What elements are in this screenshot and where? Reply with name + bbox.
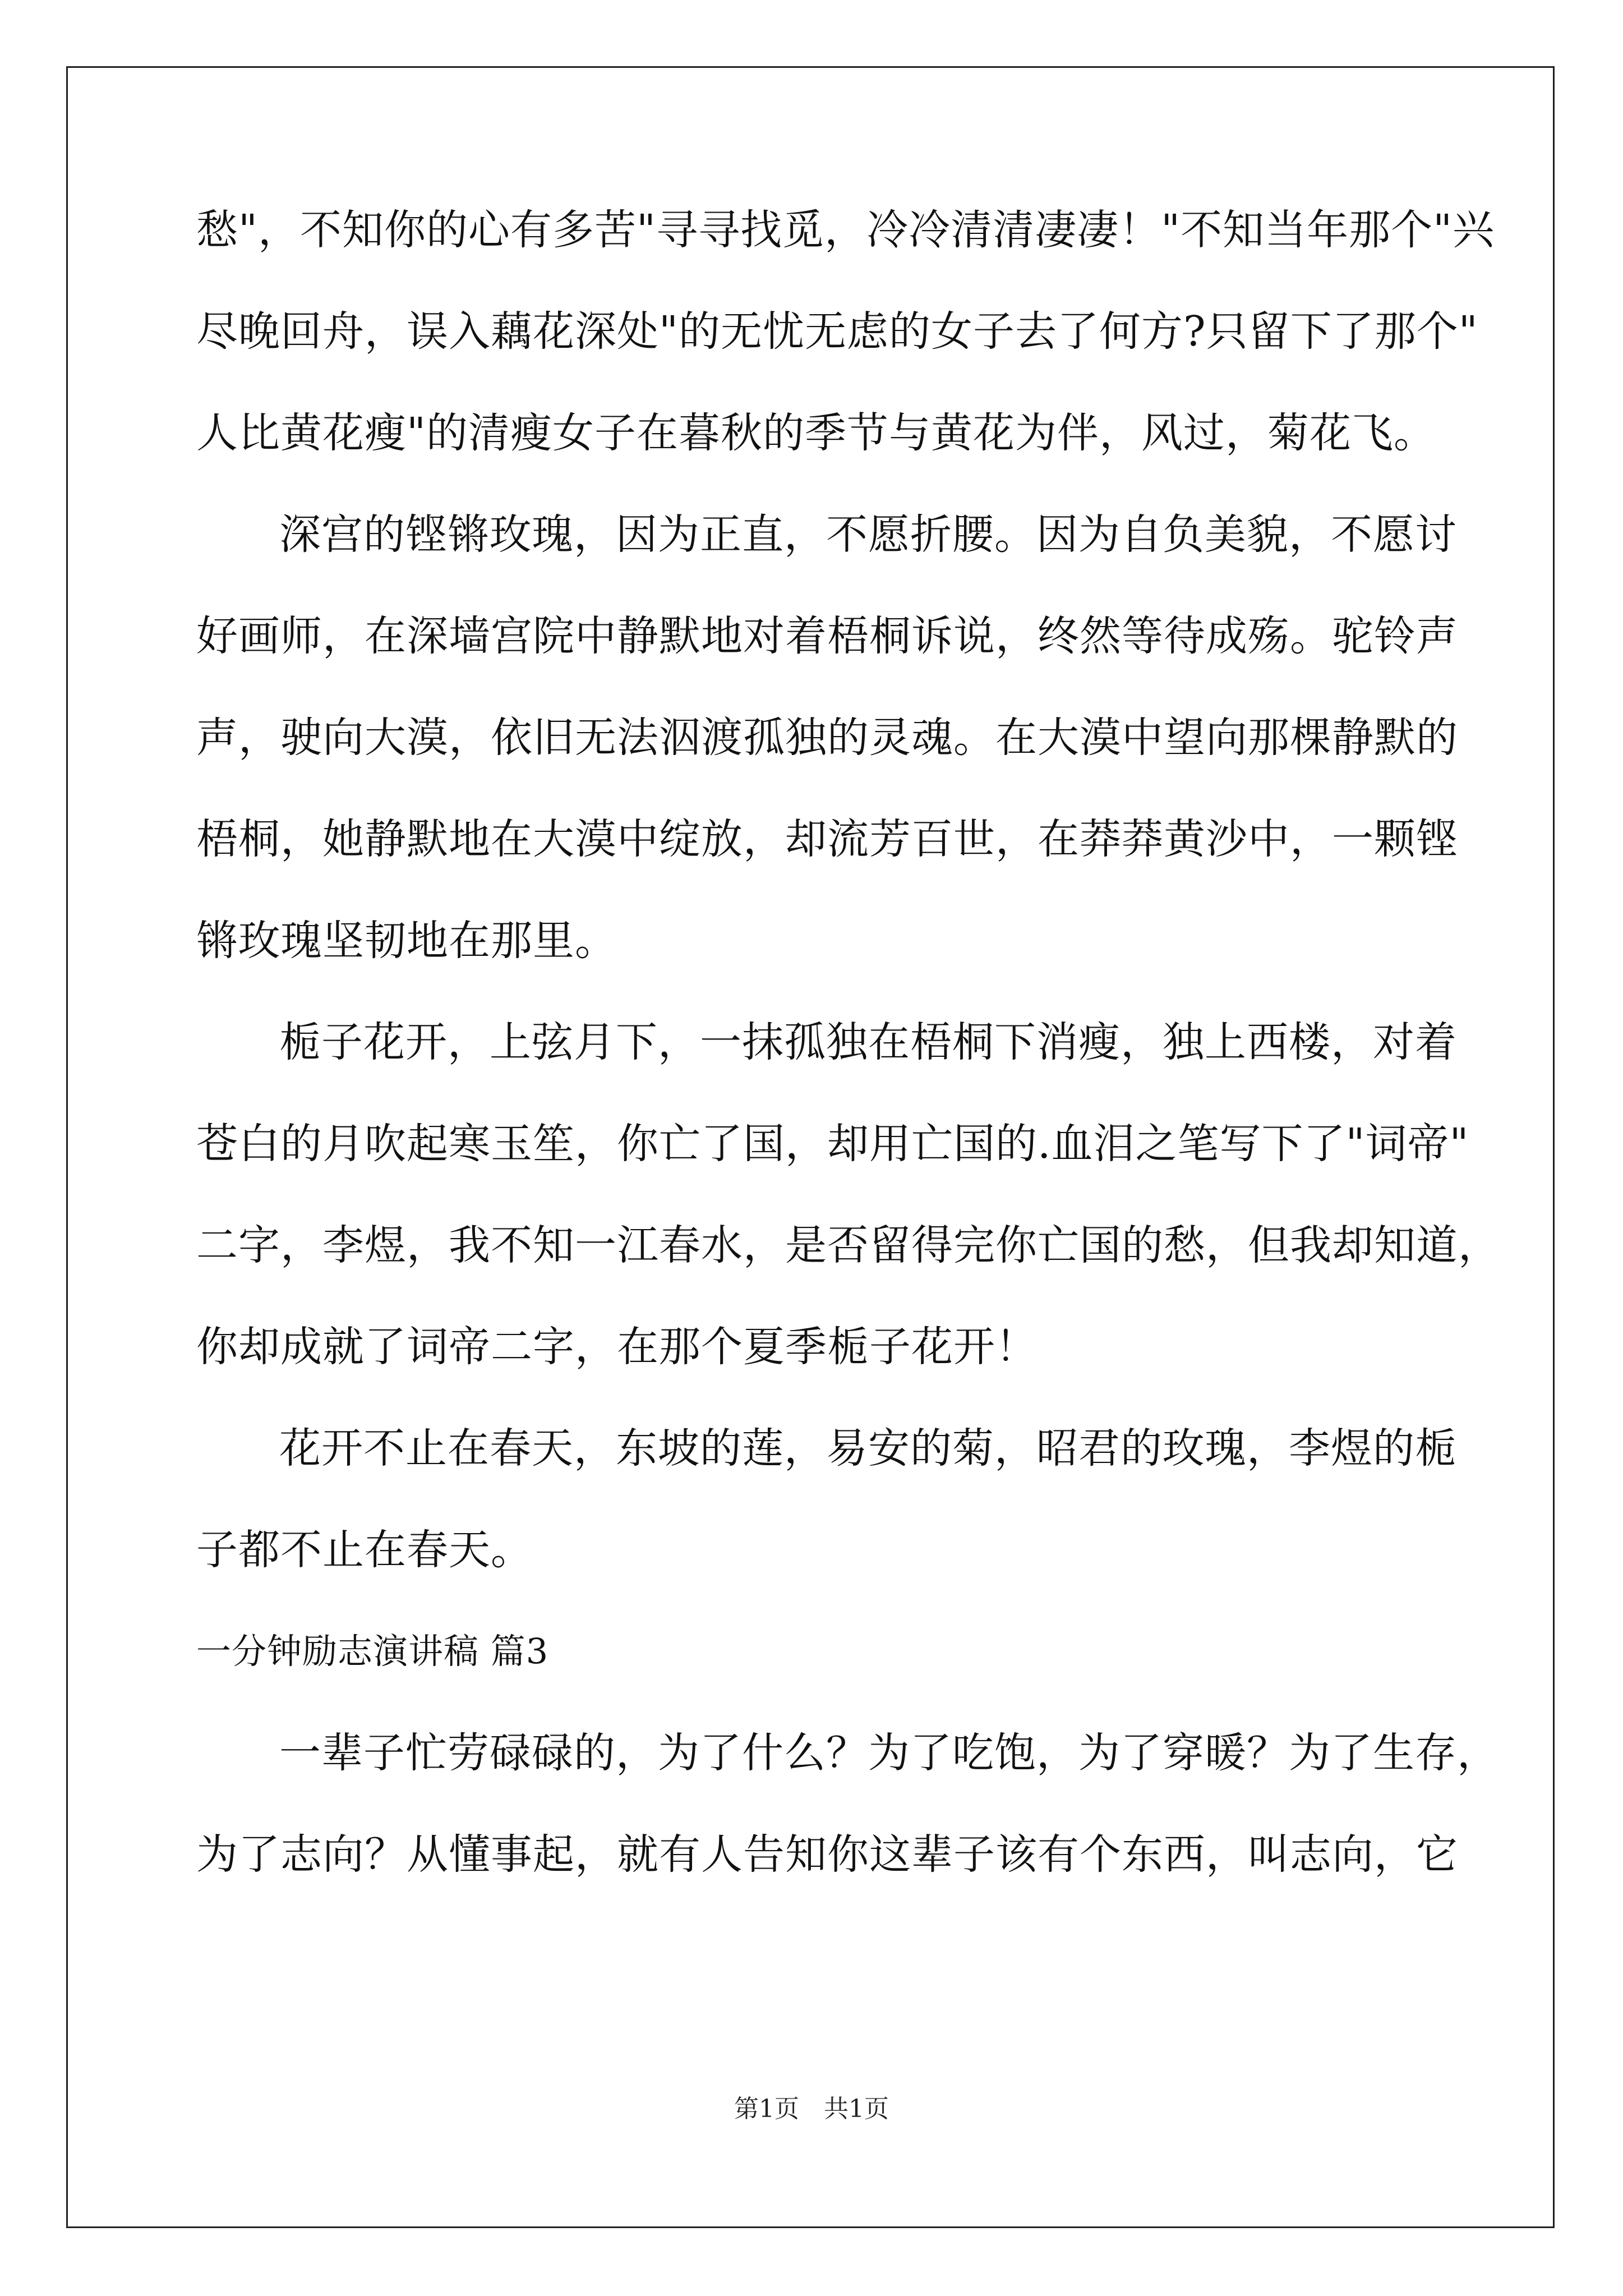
section-heading: 一分钟励志演讲稿 篇3 — [196, 1631, 549, 1672]
paragraph-line: 梧桐，她静默地在大漠中绽放，却流芳百世，在莽莽黄沙中，一颗铿 — [196, 815, 1458, 863]
paragraph-line: 深宫的铿锵玫瑰，因为正直，不愿折腰。因为自负美貌，不愿讨 — [279, 510, 1457, 559]
paragraph-line: 声，驶向大漠，依旧无法泅渡孤独的灵魂。在大漠中望向那棵静默的 — [196, 714, 1458, 762]
paragraph-line: 二字，李煜，我不知一江春水，是否留得完你亡国的愁，但我却知道， — [196, 1221, 1500, 1269]
paragraph-line: 你却成就了词帝二字，在那个夏季栀子花开！ — [196, 1323, 1038, 1371]
paragraph-line: 栀子花开，上弦月下，一抹孤独在梧桐下消瘦，独上西楼，对着 — [279, 1018, 1457, 1066]
paragraph-line: 一辈子忙劳碌碌的，为了什么？为了吃饱，为了穿暖？为了生存， — [279, 1729, 1499, 1777]
paragraph-line: 锵玫瑰坚韧地在那里。 — [196, 917, 617, 965]
paragraph-line: 愁"，不知你的心有多苦"寻寻找觅，冷冷清清凄凄！"不知当年那个"兴 — [196, 206, 1495, 254]
paragraph-line: 苍白的月吹起寒玉笙，你亡了国，却用亡国的.血泪之笔写下了"词帝" — [196, 1120, 1469, 1168]
paragraph-line: 好画师，在深墙宫院中静默地对着梧桐诉说，终然等待成殇。驼铃声 — [196, 612, 1458, 660]
paragraph-line: 人比黄花瘦"的清瘦女子在暮秋的季节与黄花为伴，风过，菊花飞。 — [196, 409, 1436, 457]
paragraph-line: 尽晚回舟，误入藕花深处"的无忧无虑的女子去了何方?只留下了那个" — [196, 307, 1478, 356]
paragraph-line: 子都不止在春天。 — [196, 1526, 533, 1574]
paragraph-line: 花开不止在春天，东坡的莲，易安的菊，昭君的玫瑰，李煜的栀 — [279, 1424, 1457, 1473]
page-number: 第1页 共1页 — [734, 2095, 889, 2123]
paragraph-line: 为了志向？从懂事起，就有人告知你这辈子该有个东西，叫志向，它 — [196, 1830, 1458, 1879]
